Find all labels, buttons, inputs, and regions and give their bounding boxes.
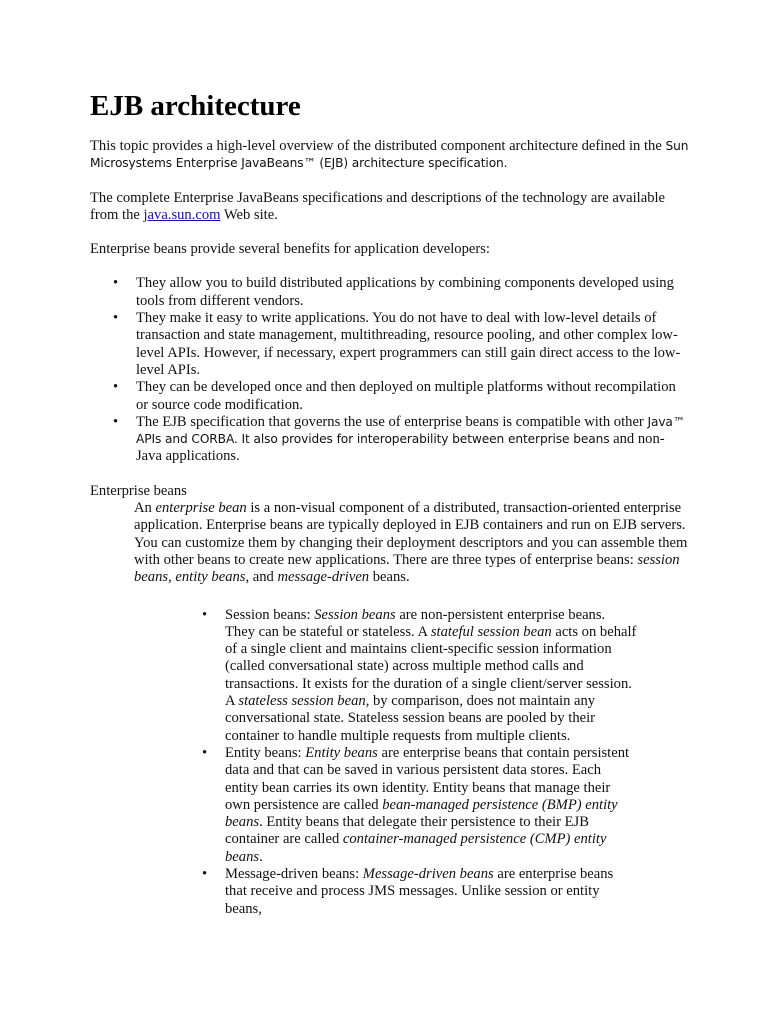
- def-italic: entity beans: [175, 569, 246, 586]
- item-italic: Entity beans: [305, 744, 378, 761]
- def-text: beans.: [369, 569, 410, 586]
- page-title: EJB architecture: [90, 90, 301, 122]
- list-item-text-mono: Java™ APIs and CORBA. It also provides for interoperability between enterprise beans: [136, 414, 685, 447]
- list-item-text: The EJB specification that governs the use of enterprise beans is compatible with other: [136, 413, 648, 430]
- def-text: , and: [245, 569, 278, 586]
- item-text: Session beans:: [225, 606, 315, 623]
- item-text: acts on behalf of a single client and maintains client-specific session information (called conversational state) across multiple method calls and transactions. It exists for the duration of a single client/server session. A: [225, 623, 637, 710]
- intro-paragraph-2: [90, 190, 690, 225]
- item-italic: stateless session bean: [238, 693, 366, 710]
- intro-text: The complete Enterprise JavaBeans specifications and descriptions of the technology are available from the: [90, 189, 666, 223]
- list-item: • They allow you to build distributed applications by combining components developed using tools from different vendors.: [90, 275, 690, 310]
- item-text: Entity beans:: [225, 744, 306, 761]
- intro-text: Web site.: [220, 206, 278, 223]
- item-italic: stateful session bean: [430, 623, 552, 640]
- intro-paragraph-1: [90, 138, 690, 173]
- item-text: .: [259, 848, 263, 865]
- enterprise-beans-term: Enterprise beans: [90, 482, 187, 499]
- list-item-text: and non-Java applications.: [136, 431, 665, 465]
- list-item-entity-beans: [181, 745, 637, 866]
- item-text: , by comparison, does not maintain any conversational state. Stateless session beans are pooled by their container to handle multiple requests from multiple clients.: [225, 693, 596, 744]
- def-italic: session beans: [134, 551, 680, 586]
- item-text: are non-persistent enterprise beans. They can be stateful or stateless. A: [225, 606, 606, 640]
- item-text: are enterprise beans that receive and process JMS messages. Unlike session or entity beans,: [225, 865, 614, 917]
- item-text: . Entity beans that delegate their persistence to their EJB container are called: [225, 814, 589, 848]
- benefits-list: [90, 275, 690, 465]
- intro-paragraph-3: Enterprise beans provide several benefits for application developers:: [90, 241, 490, 258]
- spec-name-text: Sun Microsystems Enterprise JavaBeans™ (EJB) architecture specification.: [90, 139, 689, 171]
- item-text: are enterprise beans that contain persistent data and that can be saved in various persistent data stores. Each entity bean carries its own identity. Entity beans that manage their own persistence are called: [225, 744, 630, 813]
- item-text: Message-driven beans:: [225, 865, 363, 882]
- bean-types-list: [181, 607, 637, 918]
- enterprise-beans-definition: [134, 500, 690, 586]
- intro-text: This topic provides a high-level overview of the distributed component architecture defined in the: [90, 138, 666, 154]
- def-text: is a non-visual component of a distributed, transaction-oriented enterprise application. Enterprise beans are typically deployed in EJB containers and run on EJB servers. You can customize them by changing their deployment descriptors and you can assemble them with other beans to create new applications. There are three types of enterprise beans:: [134, 500, 688, 568]
- def-text: ,: [168, 569, 176, 586]
- list-item: [90, 414, 690, 466]
- document-page: [90, 88, 690, 918]
- java-sun-link[interactable]: java.sun.com: [143, 206, 221, 223]
- list-item: • They can be developed once and then deployed on multiple platforms without recompilation or source code modification.: [90, 379, 690, 414]
- item-italic: Session beans: [314, 606, 396, 623]
- item-italic: container-managed persistence (CMP) entity beans: [225, 831, 607, 865]
- list-item-session-beans: [181, 607, 637, 745]
- item-italic: Message-driven beans: [362, 865, 494, 882]
- def-italic: message-driven: [277, 569, 370, 586]
- def-italic: enterprise bean: [155, 500, 247, 517]
- list-item: • They make it easy to write applications. You do not have to deal with low-level details of transaction and state management, multithreading, resource pooling, and other complex low-level APIs. However, if necessary, expert programmers can still gain direct access to the low-level APIs.: [90, 310, 690, 379]
- def-text: An: [134, 500, 156, 517]
- item-italic: bean-managed persistence (BMP) entity beans: [225, 796, 618, 831]
- list-item-message-driven-beans: [181, 866, 637, 918]
